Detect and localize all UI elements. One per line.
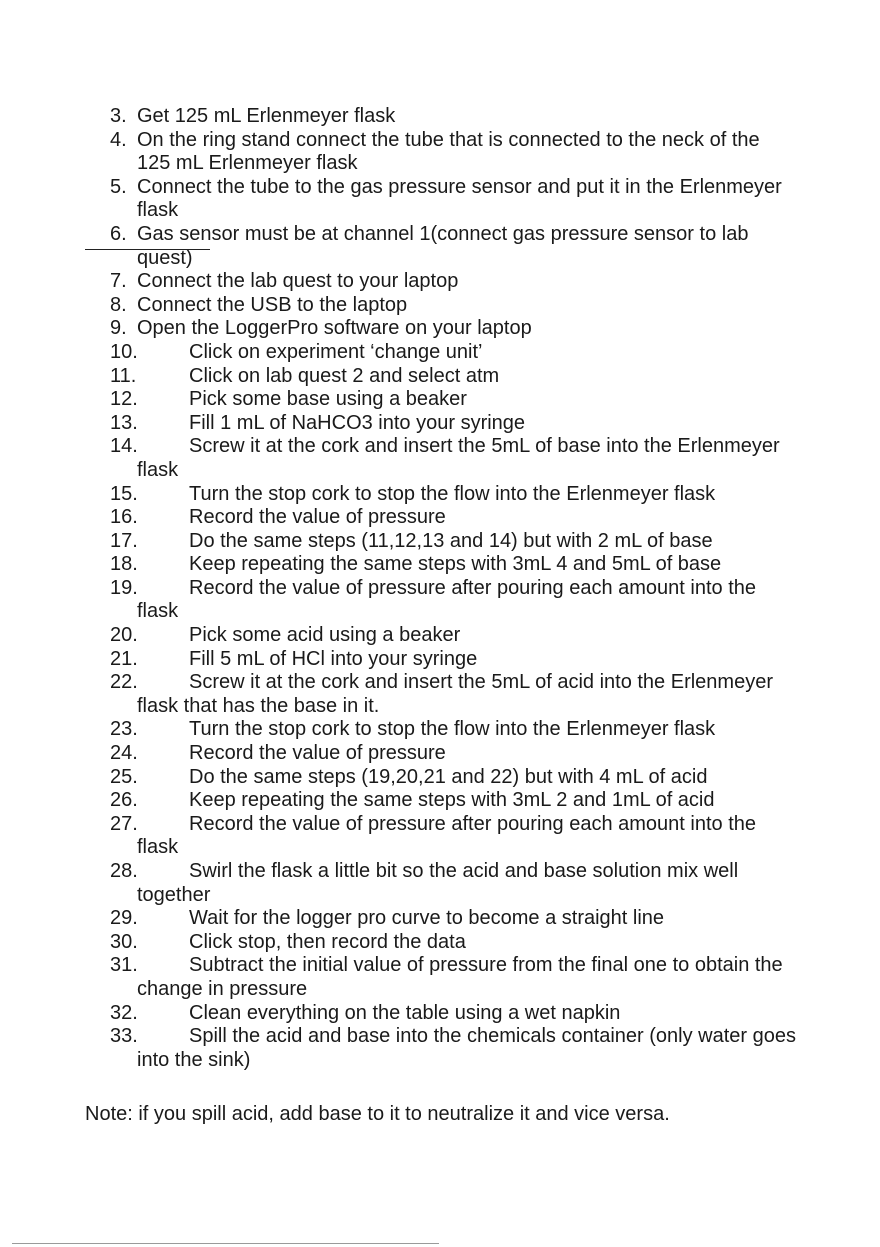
step-number: 30. (110, 930, 138, 953)
step-number: 33. (110, 1025, 138, 1048)
step-text: Record the value of pressure (189, 506, 446, 529)
procedure-step (0, 789, 880, 813)
procedure-step (0, 223, 880, 270)
step-number: 24. (110, 742, 138, 765)
step-text: Keep repeating the same steps with 3mL 2 and 1mL of acid (189, 789, 715, 812)
procedure-step (0, 931, 880, 955)
step-number: 3. (110, 105, 127, 127)
step-number: 31. (110, 954, 138, 977)
step-text: Connect the tube to the gas pressure sensor and put it in the Erlenmeyer flask (137, 175, 782, 222)
procedure-step (0, 718, 880, 742)
step-text: Fill 5 mL of HCl into your syringe (189, 647, 478, 670)
step-number: 27. (110, 812, 138, 835)
step-number: 16. (110, 506, 138, 529)
procedure-step (0, 1025, 880, 1072)
step-number: 5. (110, 175, 127, 198)
step-text: Keep repeating the same steps with 3mL 4 and 5mL of base (189, 553, 722, 576)
step-text: Turn the stop cork to stop the flow into the Erlenmeyer flask (189, 718, 716, 741)
step-number: 7. (110, 270, 127, 293)
procedure-step (0, 671, 880, 718)
safety-note: Note: if you spill acid, add base to it to neutralize it and vice versa. (85, 1103, 670, 1125)
step-number: 21. (110, 647, 138, 670)
step-text: Open the LoggerPro software on your laptop (137, 317, 532, 340)
procedure-step (0, 530, 880, 554)
procedure-step (0, 624, 880, 648)
procedure-step (0, 907, 880, 931)
step-number: 14. (110, 435, 138, 458)
step-number: 22. (110, 671, 138, 694)
procedure-step (0, 412, 880, 436)
step-number: 10. (110, 340, 138, 363)
step-number: 11. (110, 364, 137, 387)
procedure-step (0, 365, 880, 389)
step-text: Wait for the logger pro curve to become a straight line (189, 907, 665, 930)
step-text: Record the value of pressure (189, 742, 446, 765)
step-number: 12. (110, 388, 138, 411)
procedure-step (0, 648, 880, 672)
step-text: Do the same steps (19,20,21 and 22) but with 4 mL of acid (189, 765, 708, 788)
procedure-step (0, 294, 880, 318)
step-text: Swirl the flask a little bit so the acid and base solution mix well together (137, 860, 739, 906)
procedure-step (0, 388, 880, 412)
step-text: Turn the stop cork to stop the flow into the Erlenmeyer flask (189, 482, 716, 505)
step-text: Gas sensor must be at channel 1(connect gas pressure sensor to lab quest) (137, 222, 749, 269)
step-text: Connect the USB to the laptop (137, 293, 408, 316)
step-number: 26. (110, 789, 138, 812)
step-number: 29. (110, 907, 138, 930)
procedure-steps-list (0, 105, 880, 1072)
step-number: 17. (110, 529, 138, 552)
step-text: Get 125 mL Erlenmeyer flask (137, 105, 396, 127)
step-text: Fill 1 mL of NaHCO3 into your syringe (189, 411, 526, 434)
step-text: Record the value of pressure after pouring each amount into the flask (137, 576, 757, 623)
step-text: Subtract the initial value of pressure from the final one to obtain the change in pressure (137, 954, 783, 1000)
step-text: Connect the lab quest to your laptop (137, 270, 459, 293)
step-number: 20. (110, 624, 138, 647)
step-text: Spill the acid and base into the chemicals container (only water goes into the sink) (137, 1025, 797, 1071)
step-text: Do the same steps (11,12,13 and 14) but with 2 mL of base (189, 529, 713, 552)
procedure-step (0, 506, 880, 530)
step-number: 18. (110, 553, 138, 576)
step-number: 13. (110, 411, 138, 434)
procedure-step (0, 577, 880, 624)
procedure-step (0, 129, 880, 176)
step-number: 9. (110, 317, 127, 340)
step-text: Screw it at the cork and insert the 5mL of base into the Erlenmeyer flask (137, 435, 780, 481)
procedure-step (0, 954, 880, 1001)
step-text: Record the value of pressure after pouring each amount into the flask (137, 812, 757, 859)
procedure-step (0, 1002, 880, 1026)
procedure-step (0, 813, 880, 860)
procedure-step (0, 176, 880, 223)
step-text: Click on experiment ‘change unit’ (189, 340, 483, 363)
step-number: 19. (110, 576, 138, 599)
step-number: 8. (110, 293, 127, 316)
procedure-step (0, 742, 880, 766)
footnote-separator (12, 1243, 439, 1244)
step-text: Pick some acid using a beaker (189, 624, 461, 647)
procedure-step (0, 435, 880, 482)
step-text: Clean everything on the table using a wet napkin (189, 1001, 621, 1024)
procedure-step (0, 105, 880, 129)
procedure-step (0, 553, 880, 577)
step-6-underline (85, 249, 210, 250)
procedure-step (0, 341, 880, 365)
step-number: 28. (110, 860, 138, 882)
step-text: On the ring stand connect the tube that is connected to the neck of the 125 mL Erlenmeyer flask (137, 128, 760, 175)
step-number: 4. (110, 128, 127, 151)
step-number: 32. (110, 1001, 138, 1024)
step-text: Click on lab quest 2 and select atm (189, 364, 500, 387)
step-number: 23. (110, 718, 138, 741)
procedure-step (0, 270, 880, 294)
step-text: Screw it at the cork and insert the 5mL of acid into the Erlenmeyer flask that has the base in it. (137, 671, 773, 717)
step-text: Pick some base using a beaker (189, 388, 467, 411)
procedure-step (0, 766, 880, 790)
step-number: 15. (110, 482, 138, 505)
step-number: 25. (110, 765, 138, 788)
procedure-step (0, 317, 880, 341)
step-text: Click stop, then record the data (189, 930, 466, 953)
step-number: 6. (110, 222, 127, 245)
procedure-step (0, 483, 880, 507)
procedure-step (0, 860, 880, 907)
